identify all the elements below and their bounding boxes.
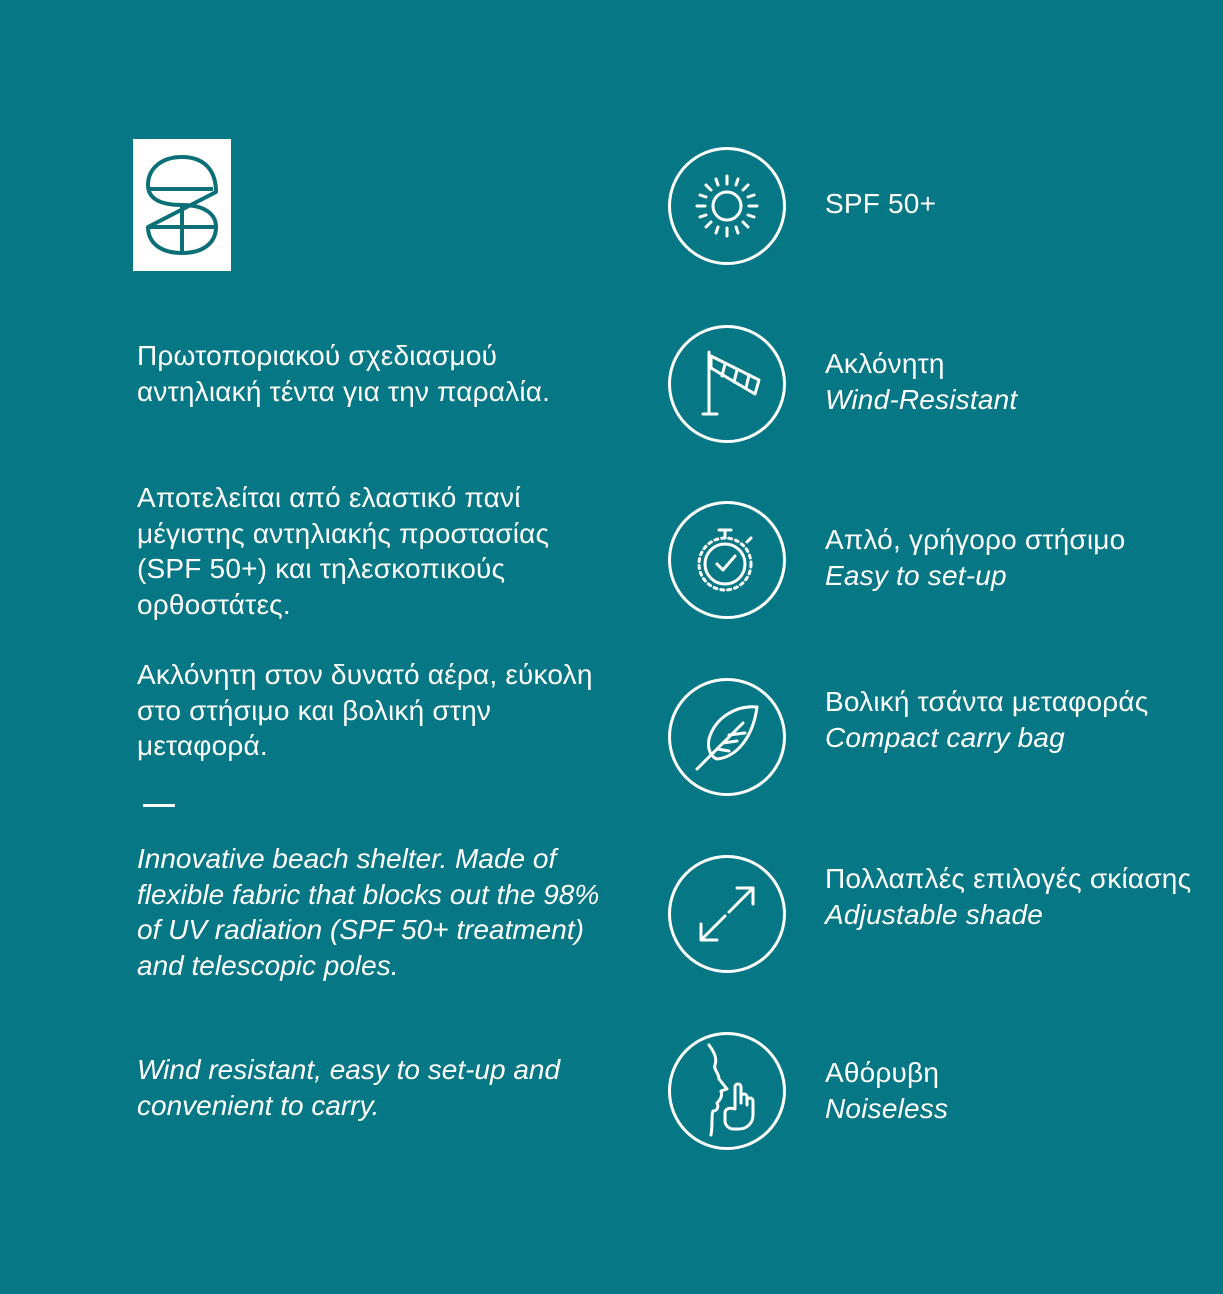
intro-paragraph-1: Πρωτοποριακού σχεδιασμού αντηλιακή τέντα για την παραλία. [137,340,551,407]
feature-noise-text [825,1055,1205,1126]
intro-paragraph-3: Ακλόνητη στον δυνατό αέρα, εύκολη στο στήσιμο και βολική στην μεταφορά. [137,659,593,761]
intro-english-paragraph-2: Wind resistant, easy to set-up and convenient to carry. [137,1054,561,1121]
feature-noise [667,1031,787,1151]
divider [143,804,175,807]
feather-icon [667,677,787,797]
feature-bag-text [825,684,1205,755]
feature-bag [667,677,787,797]
feature-shade [667,854,787,974]
feature-setup [667,500,787,620]
stopwatch-icon [667,500,787,620]
feature-wind [667,324,787,444]
feature-spf-text [825,186,1205,222]
intro-english-paragraph-1: Innovative beach shelter. Made of flexible fabric that blocks out the 98% of UV radiation (SPF 50+ treatment) and telescopic poles. [137,843,600,981]
feature-spf [667,146,787,266]
feature-wind-greek: Ακλόνητη [825,348,945,379]
brand-logo [133,139,231,271]
intro-paragraph-2: Αποτελείται από ελαστικό πανί μέγιστης αντηλιακής προστασίας (SPF 50+) και τηλεσκοπικούς ορθοστάτες. [137,482,550,620]
feature-noise-greek: Αθόρυβη [825,1057,940,1088]
feature-shade-english: Adjustable shade [825,898,1044,930]
feature-setup-greek: Απλό, γρήγορο στήσιμο [825,524,1126,555]
feature-bag-greek: Βολική τσάντα μεταφοράς [825,686,1149,717]
feature-shade-greek: Πολλαπλές επιλογές σκίασης [825,863,1192,894]
expand-arrows-icon [667,854,787,974]
feature-setup-english: Easy to set-up [825,559,1007,591]
feature-noise-english: Noiseless [825,1092,949,1124]
feature-wind-text [825,346,1205,417]
silence-icon [667,1031,787,1151]
feature-wind-english: Wind-Resistant [825,383,1018,415]
feature-shade-text [825,861,1205,932]
shelter-logo-icon [133,139,231,271]
feature-bag-english: Compact carry bag [825,721,1065,753]
feature-spf-label: SPF 50+ [825,188,937,219]
feature-setup-text [825,522,1205,593]
sun-icon [667,146,787,266]
windsock-icon [667,324,787,444]
